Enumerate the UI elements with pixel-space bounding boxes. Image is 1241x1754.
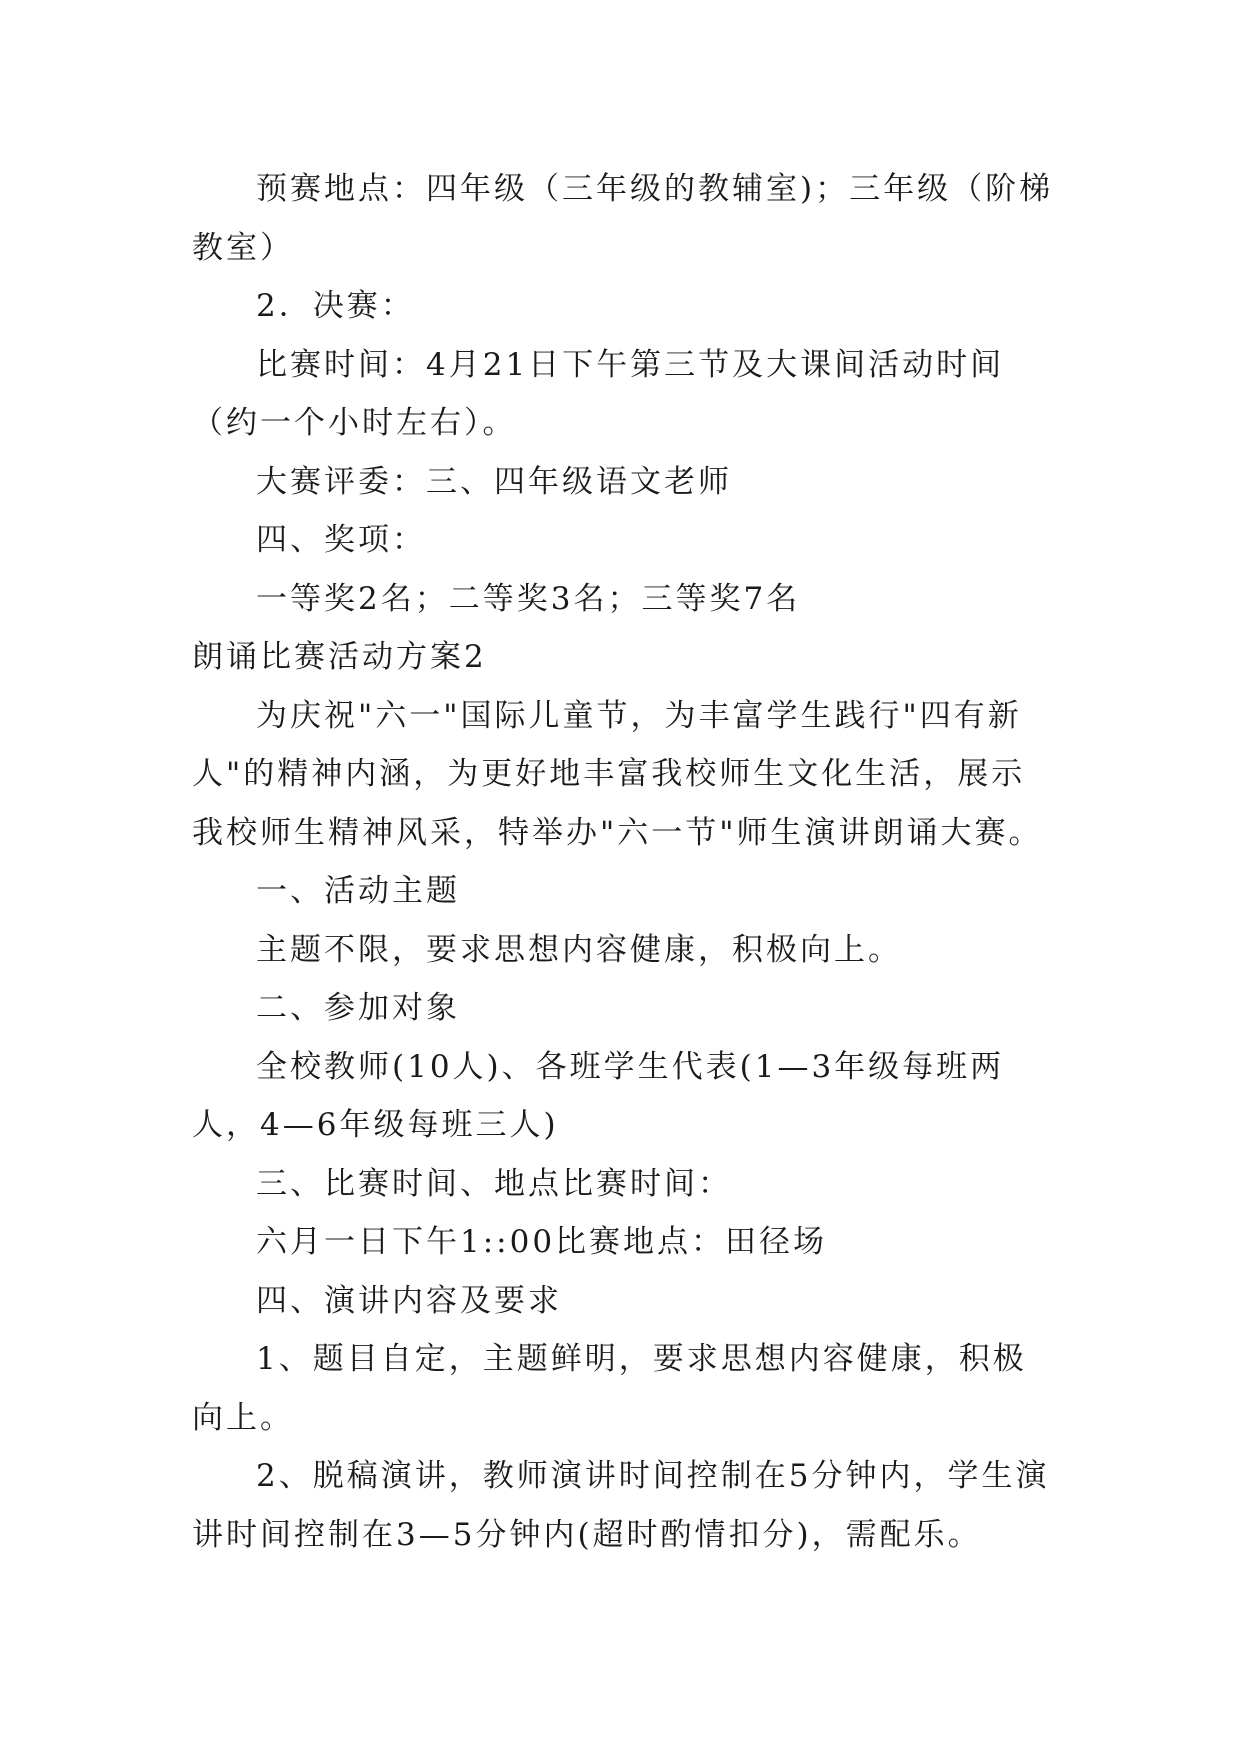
paragraph-prelim-venue: 预赛地点：四年级（三年级的教辅室)；三年级（阶梯教室） [192,171,1054,266]
paragraph-awards-heading: 四、奖项： [256,522,426,558]
section-title: 朗诵比赛活动方案2 [192,639,487,675]
paragraph-participants: 全校教师(10人)、各班学生代表(1—3年级每班两人，4—6年级每班三人) [192,1048,1005,1143]
paragraph-time-place: 六月一日下午1::00比赛地点：田径场 [256,1224,828,1260]
paragraph-requirement-2: 2、脱稿演讲，教师演讲时间控制在5分钟内，学生演讲时间控制在3—5分钟内(超时酌情扣分)，需配乐。 [192,1458,1050,1553]
paragraph-awards: 一等奖2名；二等奖3名；三等奖7名 [256,580,801,617]
paragraph-final-time: 比赛时间：4月21日下午第三节及大课间活动时间（约一个小时左右）。 [192,346,1005,441]
paragraph-requirement-1: 1、题目自定，主题鲜明，要求思想内容健康，积极向上。 [192,1341,1027,1436]
paragraph-theme-heading: 一、活动主题 [256,873,460,909]
paragraph-judges: 大赛评委：三、四年级语文老师 [256,463,732,500]
paragraph-final-heading: 2．决赛： [256,288,415,324]
paragraph-theme: 主题不限，要求思想内容健康，积极向上。 [256,931,902,968]
paragraph-participants-heading: 二、参加对象 [256,990,460,1026]
paragraph-intro: 为庆祝"六一"国际儿童节，为丰富学生践行"四有新人"的精神内涵，为更好地丰富我校师生文化生活，展示我校师生精神风采，特举办"六一节"师生演讲朗诵大赛。 [192,697,1043,851]
paragraph-requirements-heading: 四、演讲内容及要求 [256,1282,562,1319]
paragraph-time-place-heading: 三、比赛时间、地点比赛时间： [256,1165,732,1202]
document-body [192,160,1057,1564]
